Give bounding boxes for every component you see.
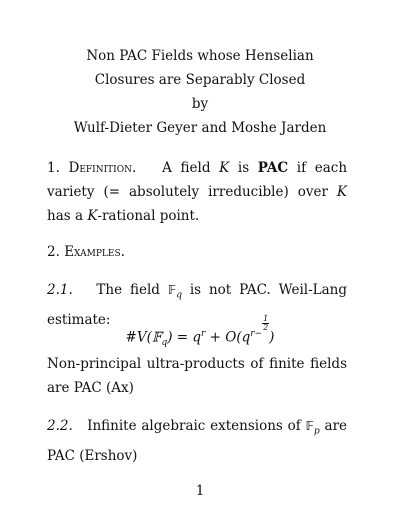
finite-field-symbol-p: 𝔽 [305,418,314,433]
definition-text-b: is [237,160,250,176]
example-2-1-text-a: The field [96,282,160,298]
example-2-1-text-b: is not PAC. Weil-Lang estimate: [47,282,347,328]
example-2-2-text-a: Infinite algebraic extensions of [87,418,301,434]
formula-sub: q [161,338,168,349]
example-2-2-paragraph [47,414,347,468]
field-subscript-q: q [176,290,182,301]
title-line-2: Closures are Separably Closed [94,72,306,88]
definition-text-c: if each variety (= absolutely irreducible) over [47,160,348,200]
formula-mid: ) = q [167,329,202,346]
frac-den: 2 [263,323,269,332]
example-2-2-label: 2.2. [47,418,73,434]
paper-title-block [0,44,400,140]
example-2-1-label: 2.1. [47,282,73,298]
pac-term: PAC [257,160,289,176]
definition-text-d: has a [47,208,84,224]
definition-paragraph [47,156,347,228]
definition-number: 1. [47,160,60,176]
page-number: 1 [195,483,205,499]
examples-title: Examples. [64,244,125,260]
formula-lhs: #V(𝔽 [125,329,162,346]
example-2-2-text-b: are PAC (Ershov) [47,418,348,464]
definition-text-e: -rational point. [97,208,200,224]
finite-field-symbol: 𝔽 [167,282,177,297]
formula-end: ) [269,329,275,346]
title-line-1: Non PAC Fields whose Henselian [86,48,314,64]
definition-heading: Definition. [68,160,137,176]
examples-number: 2. [47,244,60,260]
var-k-2: K [336,184,347,200]
title-by: by [191,96,209,112]
frac-num: 1 [263,314,269,323]
ultraproducts-paragraph: Non-principal ultra-products of finite fields are PAC (Ax) [47,356,347,396]
field-subscript-p: p [313,426,320,437]
var-k-3: K [87,208,98,224]
definition-text-a: A field [162,160,211,176]
examples-heading [47,240,347,264]
weil-lang-formula [0,315,400,348]
formula-exp: r [201,329,206,339]
formula-exp2-text: r− [250,329,263,339]
var-k: K [219,160,230,176]
formula-rest: + O(q [205,329,251,346]
authors: Wulf-Dieter Geyer and Moshe Jarden [73,120,327,136]
formula-exp2 [250,314,269,339]
